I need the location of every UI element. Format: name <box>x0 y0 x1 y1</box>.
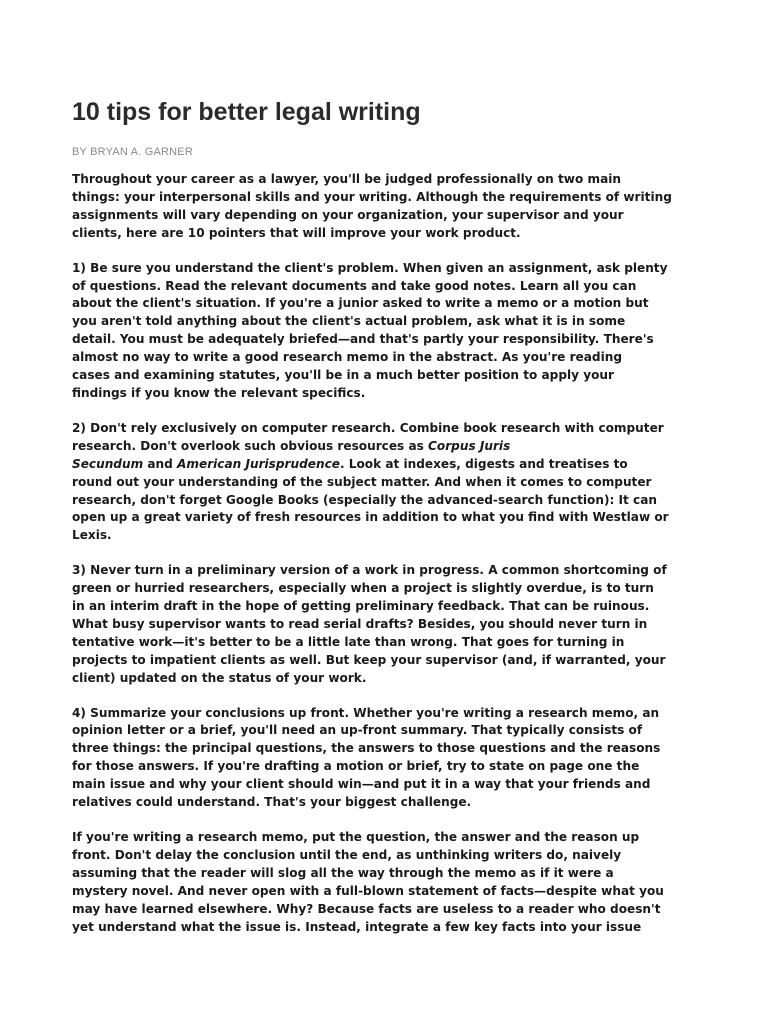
article-byline: BY BRYAN A. GARNER <box>72 146 193 158</box>
text-line: open up a great variety of fresh resources in addition to what you find with Westlaw or <box>72 510 669 525</box>
text-line: detail. You must be adequately briefed—and that's partly your responsibility. There's <box>72 332 654 347</box>
article-title: 10 tips for better legal writing <box>72 98 421 126</box>
text-line: clients, here are 10 pointers that will improve your work product. <box>72 225 521 240</box>
text-line: in an interim draft in the hope of getting preliminary feedback. That can be ruinous. <box>72 599 650 614</box>
text-line: cases and examining statutes, you'll be in a much better position to apply your <box>72 368 614 383</box>
text-line: Lexis. <box>72 528 112 543</box>
italic-title: American Jurisprudence <box>177 456 340 471</box>
text-line: What busy supervisor wants to read serial drafts? Besides, you should never turn in <box>72 616 648 631</box>
text-line: findings if you know the relevant specifics. <box>72 385 366 400</box>
text-line: research, don't forget Google Books (especially the advanced-search function): It can <box>72 492 657 507</box>
text-line: front. Don't delay the conclusion until the end, as unthinking writers do, naively <box>72 847 622 862</box>
text-line: for those answers. If you're drafting a motion or brief, try to state on page one the <box>72 759 640 774</box>
research-memo-paragraph <box>72 829 698 936</box>
text-line: 2) Don't rely exclusively on computer research. Combine book research with computer <box>72 420 664 435</box>
text-line: projects to impatient clients as well. But keep your supervisor (and, if warranted, your <box>72 652 666 667</box>
text-line: almost no way to write a good research memo in the abstract. As you're reading <box>72 350 622 365</box>
text-line: green or hurried researchers, especially when a project is slightly overdue, is to turn <box>72 581 654 596</box>
text-line: may have learned elsewhere. Why? Because facts are useless to a reader who doesn't <box>72 901 661 916</box>
text-line: you aren't told anything about the client's actual problem, ask what it is in some <box>72 314 626 329</box>
tip-2-paragraph <box>72 420 698 545</box>
text-line: assuming that the reader will slog all the way through the memo as if it were a <box>72 865 614 880</box>
text-line: mystery novel. And never open with a full-blown statement of facts—despite what you <box>72 883 664 898</box>
intro-paragraph <box>72 171 698 243</box>
text-line: three things: the principal questions, the answers to those questions and the reasons <box>72 741 661 756</box>
text-line: If you're writing a research memo, put the question, the answer and the reason up <box>72 830 640 844</box>
text-line: assignments will vary depending on your organization, your supervisor and your <box>72 207 624 222</box>
text-line: opinion letter or a brief, you'll need an up-front summary. That typically consists of <box>72 723 643 738</box>
text-line <box>72 438 698 456</box>
tip-1-paragraph <box>72 260 698 403</box>
text-line: yet understand what the issue is. Instead, integrate a few key facts into your issue <box>72 919 642 934</box>
text-line: tentative work—it's better to be a little late than wrong. That goes for turning in <box>72 634 625 649</box>
text-line: relatives could understand. That's your biggest challenge. <box>72 795 472 810</box>
text-line: 1) Be sure you understand the client's problem. When given an assignment, ask plenty <box>72 260 668 275</box>
article <box>72 96 698 953</box>
text-line: about the client's situation. If you're a junior asked to write a memo or a motion but <box>72 296 649 311</box>
tip-4-paragraph <box>72 705 698 812</box>
text-line: of questions. Read the relevant documents and take good notes. Learn all you can <box>72 278 637 293</box>
text-run: and <box>143 456 178 471</box>
text-line: round out your understanding of the subject matter. And when it comes to computer <box>72 474 652 489</box>
text-line: 3) Never turn in a preliminary version of a work in progress. A common shortcoming of <box>72 563 667 578</box>
text-line: things: your interpersonal skills and your writing. Although the requirements of writing <box>72 189 672 204</box>
italic-title: Secundum <box>72 456 144 471</box>
text-run: . Look at indexes, digests and treatises to <box>339 456 628 471</box>
text-line <box>72 456 698 474</box>
text-line: main issue and why your client should win—and put it in a way that your friends and <box>72 777 651 792</box>
text-line: 4) Summarize your conclusions up front. Whether you're writing a research memo, an <box>72 705 660 720</box>
text-run: research. Don't overlook such obvious resources as <box>72 438 429 453</box>
text-line: Throughout your career as a lawyer, you'll be judged professionally on two main <box>72 172 621 186</box>
text-line: client) updated on the status of your work. <box>72 670 367 685</box>
italic-title: Corpus Juris <box>428 438 511 453</box>
tip-3-paragraph <box>72 562 698 687</box>
